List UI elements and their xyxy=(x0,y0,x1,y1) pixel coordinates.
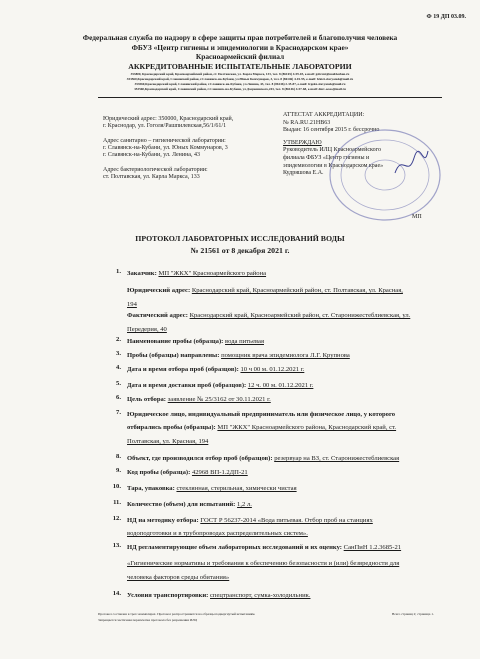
item-label: Юридический адрес: xyxy=(127,287,191,294)
header-divider xyxy=(98,97,442,98)
item-label: отбирались пробы (образцы): xyxy=(127,424,216,431)
item-number: 9. xyxy=(116,467,121,474)
signature xyxy=(390,143,430,183)
accreditation-title: АТТЕСТАТ АККРЕДИТАЦИИ: xyxy=(283,112,365,118)
item-label: НД на методику отбора: xyxy=(127,517,199,524)
item-value: вода питьевая xyxy=(225,338,264,345)
protocol-title xyxy=(0,233,480,257)
item-value: 12 ч. 00 м. 01.12.2021 г. xyxy=(247,382,314,389)
item-label: НД регламентирующие объем лабораторных исследований и их оценку: xyxy=(127,544,343,551)
item-label: Дата и время доставки проб (образцов): xyxy=(127,382,247,389)
item-label: Фактический адрес: xyxy=(127,312,188,319)
item-label: Условия транспортировки: xyxy=(127,592,209,599)
legal-address-line: г. Краснодар, ул. Гоголя/Рашпилевская,56/1/61/1 xyxy=(103,123,227,130)
item-value: водоподготовки и в трубопроводах распределительных систем». xyxy=(127,530,308,537)
footer-note: Протокол составлен в трех экземплярах. Протокол распространяется на образцы подвергнутый испытаниям. xyxy=(98,612,256,616)
item-number: 12. xyxy=(112,515,121,522)
item-label: Наименование пробы (образца): xyxy=(127,338,224,345)
item-value: МП "ЖКХ" Красноармейского района xyxy=(158,270,267,277)
item-number: 7. xyxy=(116,409,121,416)
item-number: 1. xyxy=(116,268,121,275)
protocol-number: № 21561 от 8 декабря 2021 г. xyxy=(190,246,290,255)
contact-line: 353560,Краснодарский край, Славянский район, г.Славянск-на-Кубани, ул.Юных Коммунаров, 3, тел. 8 (86146) 4-01-95, e-mail: fcktzt-slavyansk@mail.ru xyxy=(126,77,354,82)
item-value: помощник врача эпидемиолога Л.Г. Крупнова xyxy=(221,352,350,359)
item-number: 6. xyxy=(116,394,121,401)
item-value: 42968 ВП-1.2ДП-21 xyxy=(191,469,248,476)
accreditation-issued: Выдан: 16 сентября 2015 г. бессрочно xyxy=(283,127,380,134)
page-counter: Всего страниц 2; страница 1. xyxy=(392,612,434,616)
approver-name: Кудряшова Е.А. xyxy=(283,170,324,177)
contact-line: 353800, Краснодарский край, Красноармейский район, ст. Полтавская, ул. Карла Маркса, 133, тел. 8 (86165) 4-59-03, e-mail: gsbrcnt@mail.kuban.ru xyxy=(130,72,350,76)
bact-lab-address-line: Адрес бактериологической лаборатории: xyxy=(103,167,208,174)
header-line-2: ФБУЗ «Центр гигиены и эпидемиологии в Краснодарском крае» xyxy=(131,42,349,52)
legal-address-line: Юридический адрес: 350000, Краснодарский край, xyxy=(103,116,234,122)
item-value: «Гигиенические нормативы и требования к обеспечению безопасности и (или) безвредности для xyxy=(127,560,400,567)
item-value: 194 xyxy=(127,301,137,308)
item-value: 1,2 л. xyxy=(237,501,252,508)
header-line-4: АККРЕДИТОВАННЫЕ ИСПЫТАТЕЛЬНЫЕ ЛАБОРАТОРИИ xyxy=(128,61,352,71)
item-value: СанПиН 1.2.3685-21 xyxy=(343,544,402,551)
approver-line: филиала ФБУЗ «Центр гигиены и xyxy=(283,154,370,161)
item-number: 10. xyxy=(112,483,121,490)
item-label: Пробы (образцы) направлены: xyxy=(127,352,220,359)
item-number: 13. xyxy=(112,542,121,549)
item-number: 5. xyxy=(116,380,121,387)
org-header xyxy=(0,33,480,71)
item-value: ГОСТ Р 56237-2014 «Вода питьевая. Отбор проб на станциях xyxy=(200,517,373,524)
lab-address-line: г. Славянск-на-Кубани, ул. Юных Коммунаров, 3 xyxy=(103,145,228,152)
bact-lab-address-line: ст. Полтавская, ул. Карла Маркса, 133 xyxy=(103,174,200,181)
item-value: Передерия, 40 xyxy=(127,326,167,333)
item-number: 3. xyxy=(116,350,121,357)
contact-line: 353560,Краснодарский край, Славянский район, г.Славянск-на-Кубани, ул.Ленина, 43, тел. 8 (86146) 2-35-87, e-mail: fcgekz-slavyansk@mail.ru xyxy=(134,82,346,87)
protocol-title-line: ПРОТОКОЛ ЛАБОРАТОРНЫХ ИССЛЕДОВАНИЙ ВОДЫ xyxy=(135,234,345,243)
item-label: Дата и время отбора проб (образцов): xyxy=(127,366,239,373)
item-value: резервуар на ВЗ, ст. Старонижестеблиевская xyxy=(274,455,400,462)
item-label: Тара, упаковка: xyxy=(127,485,175,492)
contact-line: 353560,Краснодарский край, Славянский район, г.Славянск-на-Кубани, ул.Дзержинского,243, тел. 8 (86146) 4-57-68, e-mail: dmv-sesss@mail.ru xyxy=(134,87,346,92)
accreditation-number: № RA.RU.21НВ63 xyxy=(283,119,331,126)
item-number: 4. xyxy=(116,364,121,371)
item-number: 14. xyxy=(112,590,121,597)
item-number: 2. xyxy=(116,336,121,343)
item-value: стеклянная, стерильная, химически чистая xyxy=(176,485,297,492)
item-value: заявление № 25/3162 от 30.11.2021 г. xyxy=(167,396,271,403)
item-label: Цель отбора: xyxy=(127,396,167,403)
form-code: Ф 19 ДП 03.09. xyxy=(426,14,466,20)
lab-address-line: г. Славянск-на-Кубани, ул. Ленина, 43 xyxy=(103,152,200,159)
lab-address-line: Адрес санитарно – гигиенической лаборатории: xyxy=(103,137,226,144)
item-value: человека факторов среды обитания» xyxy=(127,574,230,581)
contact-lines xyxy=(0,72,480,92)
item-label: Код пробы (образца): xyxy=(127,469,191,476)
item-value: Краснодарский край, Красноармейский район, ст. Старонижестеблиевская, ул. xyxy=(189,312,411,319)
item-value: Краснодарский край, Красноармейский район, ст. Полтавская, ул. Красная, xyxy=(191,287,403,294)
approver-line: Руководитель ИЛЦ Красноармейского xyxy=(283,147,381,154)
footer-note: Запрещается частичная перепечатка протокола без разрешения ИЛЦ xyxy=(98,618,197,622)
item-label: Количество (объем) для испытаний: xyxy=(127,501,236,508)
item-value: МП "ЖКХ" Красноармейского района, Краснодарский край, ст. xyxy=(217,424,397,431)
header-line-1: Федеральная служба по надзору в сфере защиты прав потребителей и благополучия человека xyxy=(82,33,398,42)
item-number: 8. xyxy=(116,453,121,460)
addresses-block xyxy=(103,116,283,189)
approver-line: эпидемиологии в Краснодарском крае» xyxy=(283,162,384,169)
seal-place-label: МП xyxy=(412,214,422,220)
header-line-3: Красноармейский филиал xyxy=(195,52,285,61)
item-value: спецтранспорт, сумка-холодильник. xyxy=(210,592,311,599)
item-number: 11. xyxy=(113,499,121,506)
item-value: 10 ч 00 м. 01.12.2021 г. xyxy=(240,366,305,373)
item-label: Юридическое лицо, индивидуальный предприниматель или физическое лицо, у которого xyxy=(127,411,396,418)
approve-label: УТВЕРЖДАЮ xyxy=(283,139,322,146)
item-label: Объект, где производился отбор проб (образцов): xyxy=(127,455,273,462)
item-value: Полтавская, ул. Красная, 194 xyxy=(127,438,209,445)
item-label: Заказчик: xyxy=(127,270,157,277)
